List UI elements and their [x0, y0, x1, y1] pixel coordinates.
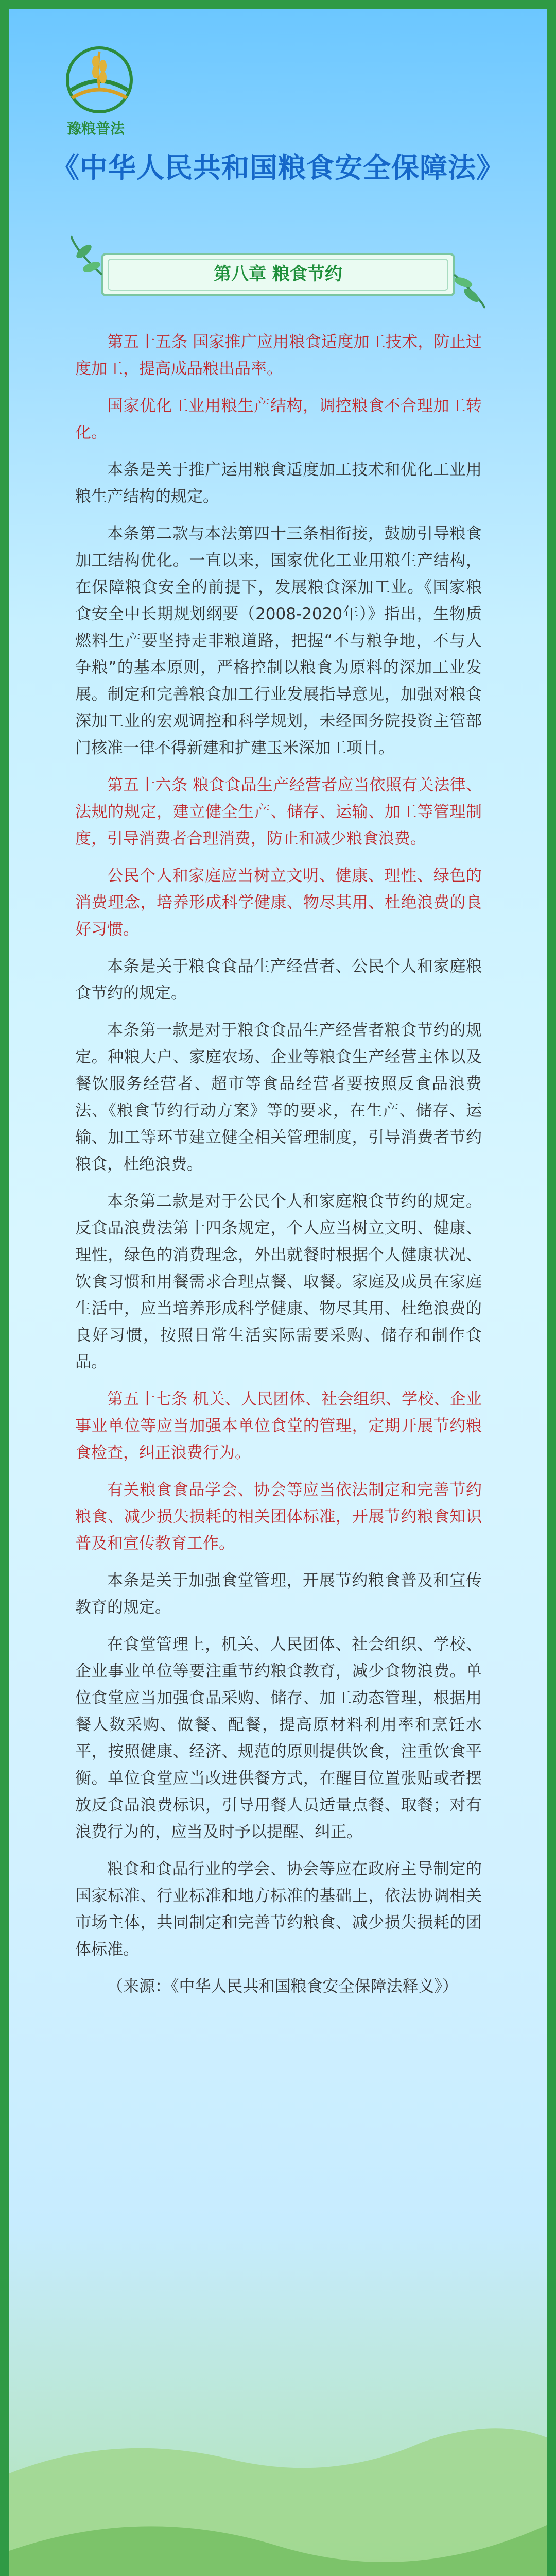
law-paragraph: 有关粮食食品学会、协会等应当依法制定和完善节约粮食、减少损失损耗的相关团体标准，开展节约粮食知识普及和宣传教育工作。: [75, 1481, 482, 1553]
law-paragraph: 第五十七条 机关、人民团体、社会组织、学校、企业事业单位等应当加强本单位食堂的管理，定期开展节约粮食检查，纠正浪费行为。: [75, 1390, 482, 1462]
explanation-paragraph: 在食堂管理上，机关、人民团体、社会组织、学校、企业事业单位等要注重节约粮食教育，减少食物浪费。单位食堂应当加强食品采购、储存、加工动态管理，根据用餐人数采购、做餐、配餐，提高原材料利用率和烹饪水平，按照健康、经济、规范的原则提供饮食，注重饮食平衡。单位食堂应当改进供餐方式，在醒目位置张贴或者摆放反食品浪费标识，引导用餐人员适量点餐、取餐；对有浪费行为的，应当及时予以提醒、纠正。: [75, 1635, 482, 1841]
page-title: 《中华人民共和国粮食安全保障法》: [51, 151, 505, 184]
law-paragraph: 公民个人和家庭应当树立文明、健康、理性、绿色的消费理念，培养形成科学健康、物尽其用、杜绝浪费的良好习惯。: [75, 867, 482, 939]
law-paragraph: 国家优化工业用粮生产结构，调控粮食不合理加工转化。: [75, 397, 482, 442]
article-content: [75, 329, 482, 2010]
logo-text: 豫粮普法: [67, 120, 125, 137]
wheat-field-illustration: [9, 2216, 547, 2576]
source-note: （来源：《中华人民共和国粮食安全保障法释义》）: [107, 1977, 458, 1996]
law-paragraph: 第五十六条 粮食食品生产经营者应当依照有关法律、法规的规定，建立健全生产、储存、运输、加工等管理制度，引导消费者合理消费，防止和减少粮食浪费。: [75, 776, 482, 848]
explanation-paragraph: 本条是关于粮食食品生产经营者、公民个人和家庭粮食节约的规定。: [75, 957, 482, 1003]
rice-globe-logo-icon: [61, 41, 138, 129]
explanation-paragraph: 粮食和食品行业的学会、协会等应在政府主导制定的国家标准、行业标准和地方标准的基础上，依法协调相关市场主体，共同制定和完善节约粮食、减少损失损耗的团体标准。: [75, 1860, 482, 1959]
chapter-heading: 第八章 粮食节约: [214, 264, 342, 284]
explanation-paragraph: 本条是关于加强食堂管理，开展节约粮食普及和宣传教育的规定。: [75, 1571, 482, 1617]
law-paragraph: 第五十五条 国家推广应用粮食适度加工技术，防止过度加工，提高成品粮出品率。: [75, 333, 482, 378]
explanation-paragraph: 本条第二款是对于公民个人和家庭粮食节约的规定。反食品浪费法第十四条规定，个人应当树立文明、健康、理性，绿色的消费理念，外出就餐时根据个人健康状况、饮食习惯和用餐需求合理点餐、取餐。家庭及成员在家庭生活中，应当培养形成科学健康、物尽其用、杜绝浪费的良好习惯，按照日常生活实际需要采购、储存和制作食品。: [75, 1192, 482, 1371]
explanation-paragraph: 本条是关于推广运用粮食适度加工技术和优化工业用粮生产结构的规定。: [75, 461, 482, 506]
explanation-paragraph: 本条第一款是对于粮食食品生产经营者粮食节约的规定。种粮大户、家庭农场、企业等粮食生产经营主体以及餐饮服务经营者、超市等食品经营者要按照反食品浪费法、《粮食节约行动方案》等的要求，在生产、储存、运输、加工等环节建立健全相关管理制度，引导消费者节约粮食，杜绝浪费。: [75, 1021, 482, 1174]
explanation-paragraph: 本条第二款与本法第四十三条相衔接，鼓励引导粮食加工结构优化。一直以来，国家优化工业用粮生产结构，在保障粮食安全的前提下，发展粮食深加工业。《国家粮食安全中长期规划纲要（2008-2020年）》指出，生物质燃料生产要坚持走非粮道路，把握“不与粮争地，不与人争粮”的基本原则，严格控制以粮食为原料的深加工业发展。制定和完善粮食加工行业发展指导意见，加强对粮食深加工业的宏观调控和科学规划，未经国务院投资主管部门核准一律不得新建和扩建玉米深加工项目。: [75, 524, 482, 757]
